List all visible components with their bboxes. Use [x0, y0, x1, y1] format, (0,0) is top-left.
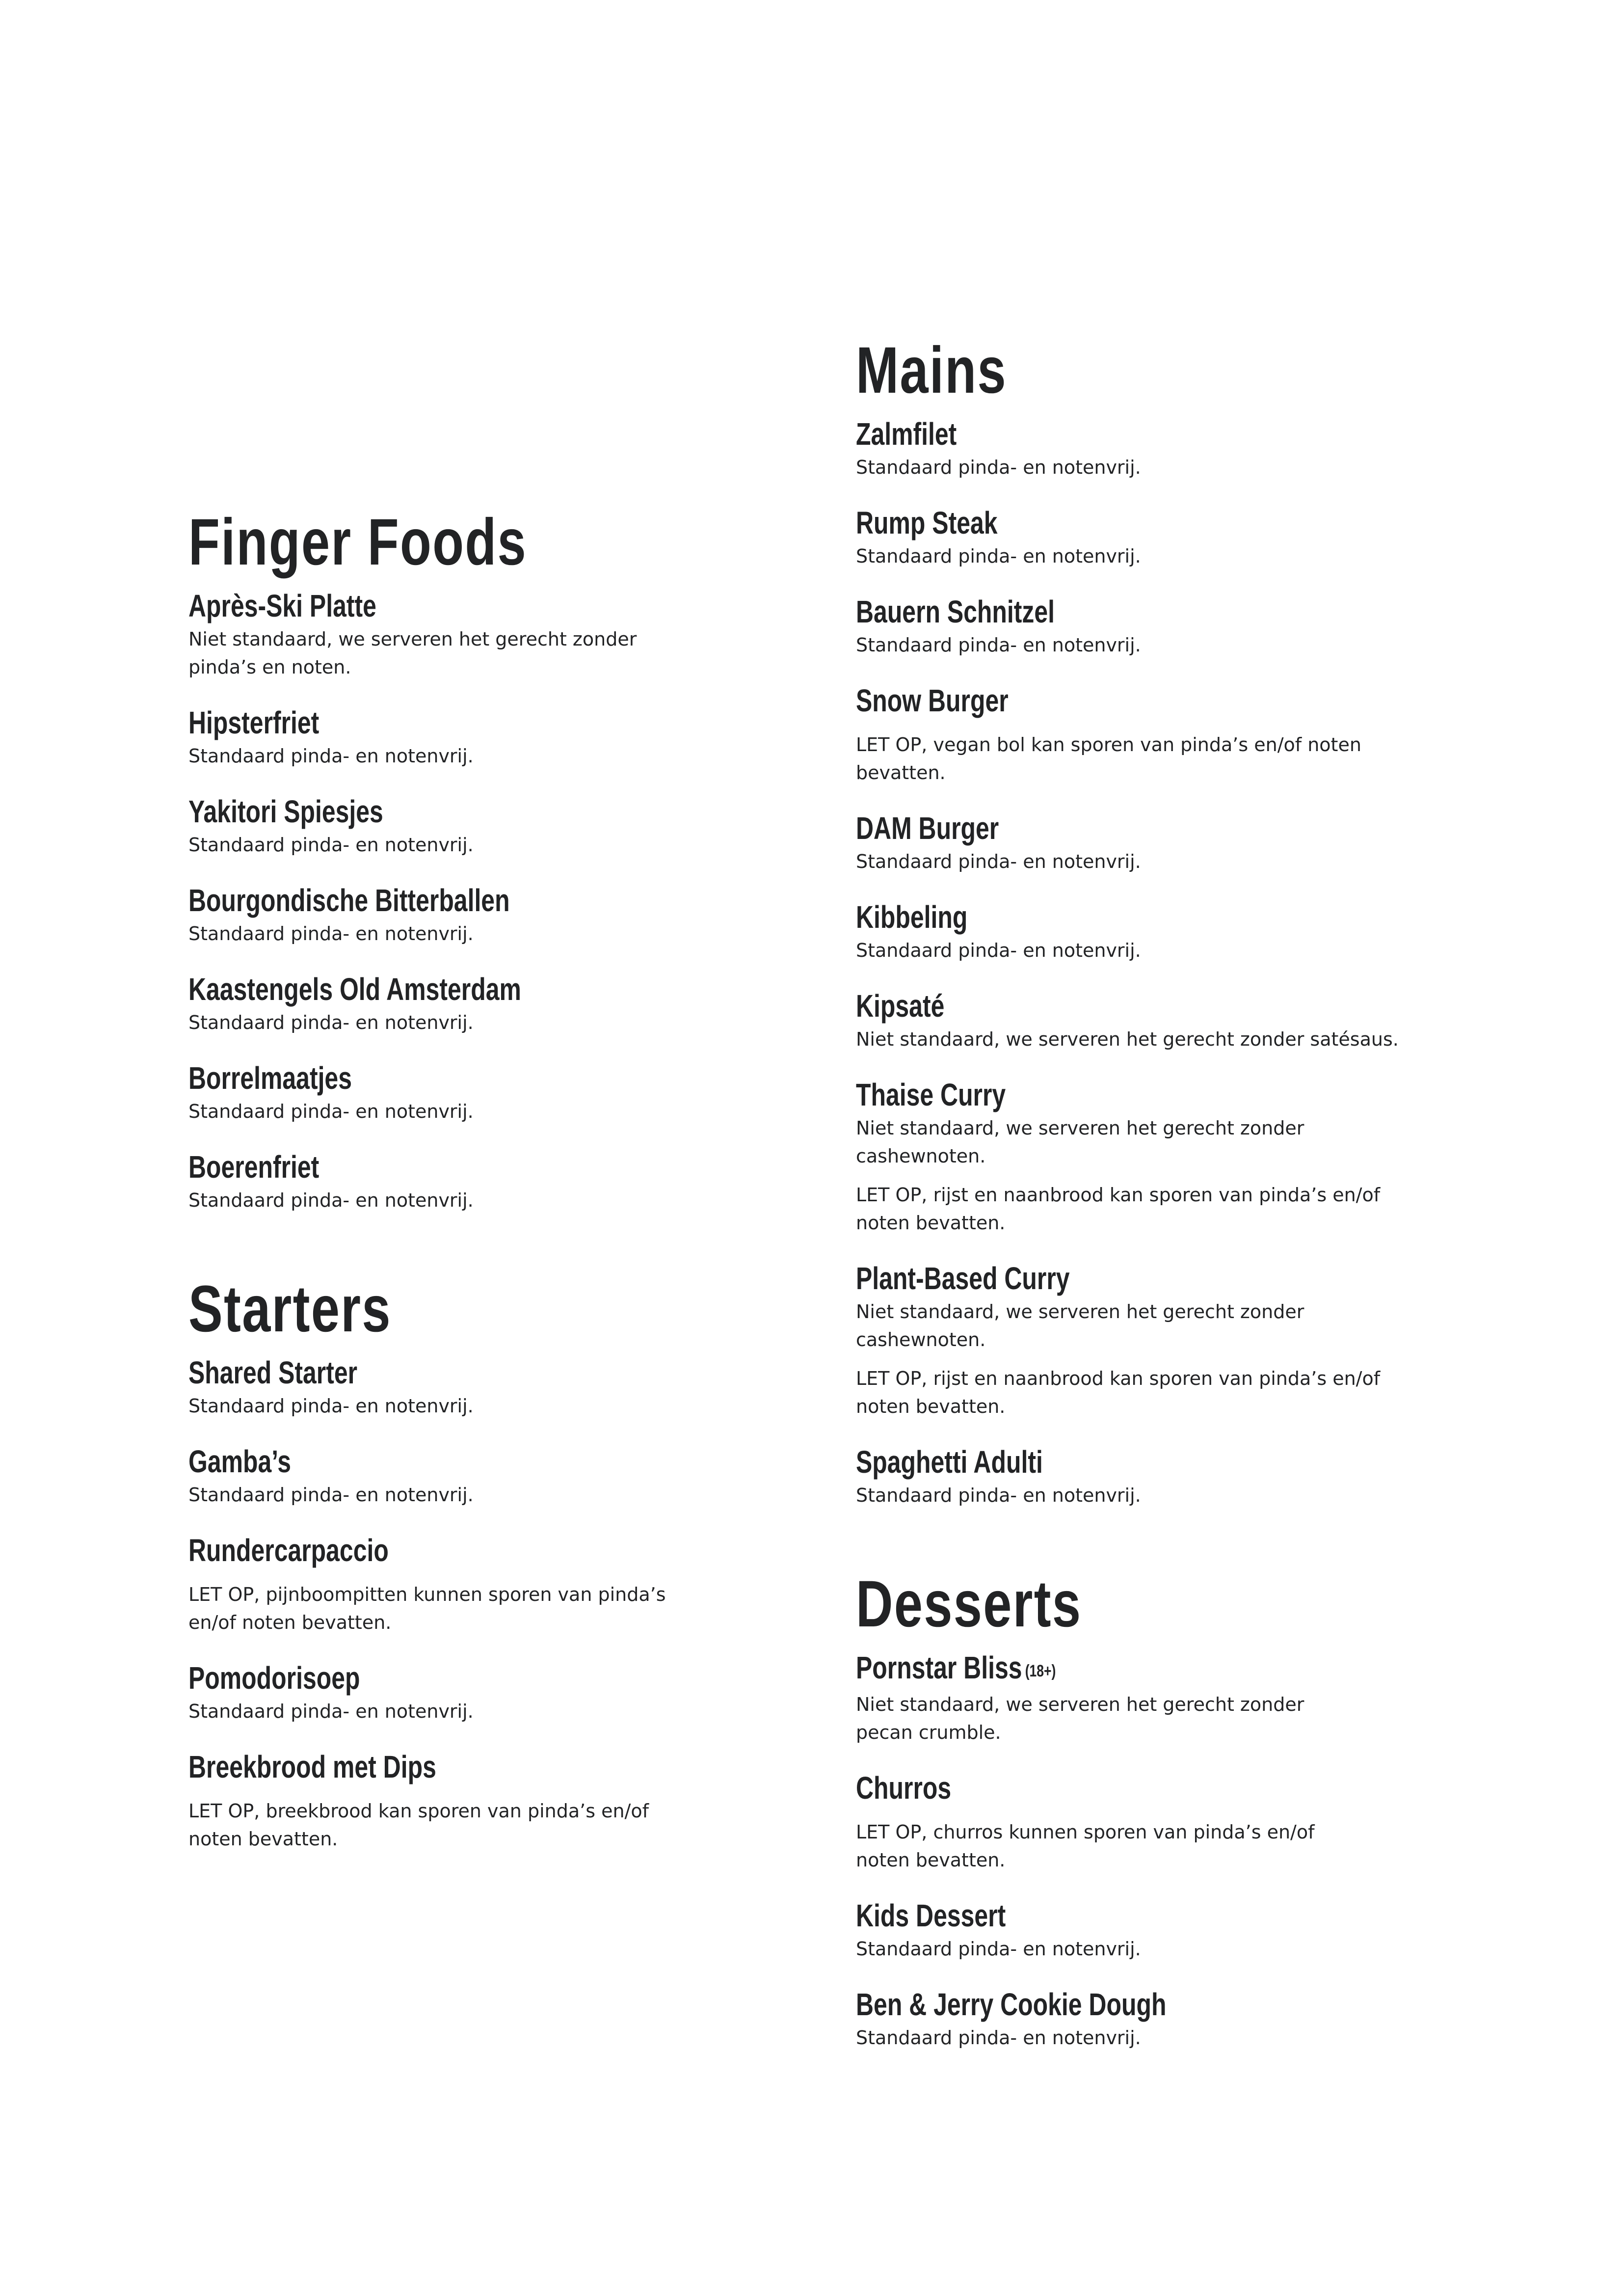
item-name: DAM Burger [856, 810, 999, 846]
menu-item [856, 681, 1420, 787]
item-name: Kids Dessert [856, 1898, 1006, 1933]
menu-item [188, 1531, 753, 1637]
item-allergen-note: Standaard pinda- en notenvrij. [188, 1012, 474, 1033]
menu-item [188, 1058, 753, 1126]
item-name: Rump Steak [856, 505, 998, 540]
item-allergen-note: Standaard pinda- en notenvrij. [188, 834, 474, 856]
item-name: Ben & Jerry Cookie Dough [856, 1987, 1167, 2022]
item-name: Gamba’s [188, 1444, 292, 1479]
item-name: Spaghetti Adulti [856, 1444, 1043, 1480]
item-allergen-note: Standaard pinda- en notenvrij. [188, 1101, 474, 1122]
menu-item [856, 897, 1420, 965]
right-column [856, 334, 1420, 2052]
item-allergen-note: LET OP, breekbrood kan sporen van pinda’s en/of noten bevatten. [188, 1800, 649, 1850]
section-title: Desserts [856, 1567, 1082, 1641]
item-name: Borrelmaatjes [188, 1060, 352, 1096]
menu-item [188, 586, 753, 681]
item-name: Hipsterfriet [188, 705, 319, 740]
item-name-row [856, 1648, 1296, 1691]
item-allergen-note: LET OP, churros kunnen sporen van pinda’s en/of noten bevatten. [856, 1821, 1315, 1871]
item-name: Churros [856, 1770, 952, 1806]
starters-section [188, 1272, 753, 1853]
item-allergen-warning: LET OP, rijst en naanbrood kan sporen van pinda’s en/of noten bevatten. [856, 1368, 1381, 1417]
menu-item [856, 1985, 1420, 2052]
finger-foods-section [188, 506, 753, 1215]
item-allergen-note: Niet standaard, we serveren het gerecht zonder pinda’s en noten. [188, 628, 637, 678]
item-allergen-note: Standaard pinda- en notenvrij. [188, 745, 474, 767]
item-name: Zalmfilet [856, 416, 957, 452]
section-title: Starters [188, 1272, 392, 1346]
item-allergen-note: Niet standaard, we serveren het gerecht zonder cashewnoten. [856, 1117, 1304, 1167]
age-restriction-badge: (18+) [1025, 1662, 1056, 1680]
menu-item [856, 414, 1420, 482]
item-allergen-note: Standaard pinda- en notenvrij. [188, 1484, 474, 1506]
item-allergen-note: Standaard pinda- en notenvrij. [188, 923, 474, 945]
item-allergen-note: Standaard pinda- en notenvrij. [856, 457, 1141, 478]
section-title: Mains [856, 334, 1007, 407]
menu-item [856, 1259, 1420, 1421]
item-allergen-note: Standaard pinda- en notenvrij. [856, 545, 1141, 567]
item-name: Kibbeling [856, 899, 968, 935]
menu-item [188, 970, 753, 1037]
item-name: Yakitori Spiesjes [188, 794, 383, 829]
item-allergen-note: Niet standaard, we serveren het gerecht zonder pecan crumble. [856, 1694, 1304, 1743]
item-allergen-note: Standaard pinda- en notenvrij. [856, 940, 1141, 961]
menu-item [188, 703, 753, 770]
item-name: Kaastengels Old Amsterdam [188, 972, 521, 1007]
menu-item [188, 1747, 753, 1853]
menu-item [856, 592, 1420, 659]
left-column [188, 506, 753, 1853]
item-name: Bourgondische Bitterballen [188, 883, 510, 918]
item-name: Bauern Schnitzel [856, 594, 1055, 629]
item-allergen-note: Standaard pinda- en notenvrij. [188, 1189, 474, 1211]
item-allergen-note: Standaard pinda- en notenvrij. [188, 1701, 474, 1722]
menu-item [856, 503, 1420, 570]
menu-item [188, 881, 753, 948]
item-allergen-note: LET OP, pijnboompitten kunnen sporen van pinda’s en/of noten bevatten. [188, 1584, 666, 1633]
item-name: Boerenfriet [188, 1149, 319, 1185]
item-name: Plant-Based Curry [856, 1261, 1070, 1296]
item-name: Pomodorisoep [188, 1660, 360, 1696]
item-allergen-note: Niet standaard, we serveren het gerecht zonder cashewnoten. [856, 1301, 1304, 1351]
menu-item [856, 1768, 1420, 1874]
menu-item [856, 1896, 1420, 1963]
desserts-section [856, 1567, 1420, 2052]
item-allergen-note: LET OP, vegan bol kan sporen van pinda’s en/of noten bevatten. [856, 734, 1361, 783]
menu-item [856, 1075, 1420, 1237]
section-title: Finger Foods [188, 506, 528, 579]
menu-item [188, 1147, 753, 1215]
menu-item-list [856, 414, 1420, 1510]
menu-item [856, 986, 1420, 1053]
item-name: Kipsaté [856, 988, 945, 1024]
item-name: Après-Ski Platte [188, 588, 376, 623]
menu-item-list [856, 1648, 1420, 2052]
item-allergen-note: Standaard pinda- en notenvrij. [188, 1395, 474, 1417]
item-name: Thaise Curry [856, 1077, 1006, 1112]
menu-item [188, 792, 753, 859]
menu-item [188, 1353, 753, 1420]
menu-item [856, 1648, 1420, 1747]
item-allergen-note: Standaard pinda- en notenvrij. [856, 1485, 1141, 1506]
item-allergen-warning: LET OP, rijst en naanbrood kan sporen van pinda’s en/of noten bevatten. [856, 1184, 1381, 1234]
menu-item-list [188, 586, 753, 1215]
item-name: Breekbrood met Dips [188, 1749, 436, 1784]
mains-section [856, 334, 1420, 1510]
menu-item-list [188, 1353, 753, 1853]
item-allergen-note: Standaard pinda- en notenvrij. [856, 634, 1141, 656]
item-allergen-note: Standaard pinda- en notenvrij. [856, 1938, 1141, 1960]
item-name: Rundercarpaccio [188, 1533, 389, 1568]
menu-item [188, 1658, 753, 1726]
item-allergen-note: Niet standaard, we serveren het gerecht zonder satésaus. [856, 1028, 1399, 1050]
item-name: Snow Burger [856, 683, 1009, 718]
item-allergen-note: Standaard pinda- en notenvrij. [856, 851, 1141, 872]
menu-item [188, 1442, 753, 1509]
item-name: Shared Starter [188, 1355, 358, 1390]
item-name: Pornstar Bliss [856, 1650, 1022, 1685]
menu-item [856, 809, 1420, 876]
menu-item [856, 1442, 1420, 1510]
item-allergen-note: Standaard pinda- en notenvrij. [856, 2027, 1141, 2049]
